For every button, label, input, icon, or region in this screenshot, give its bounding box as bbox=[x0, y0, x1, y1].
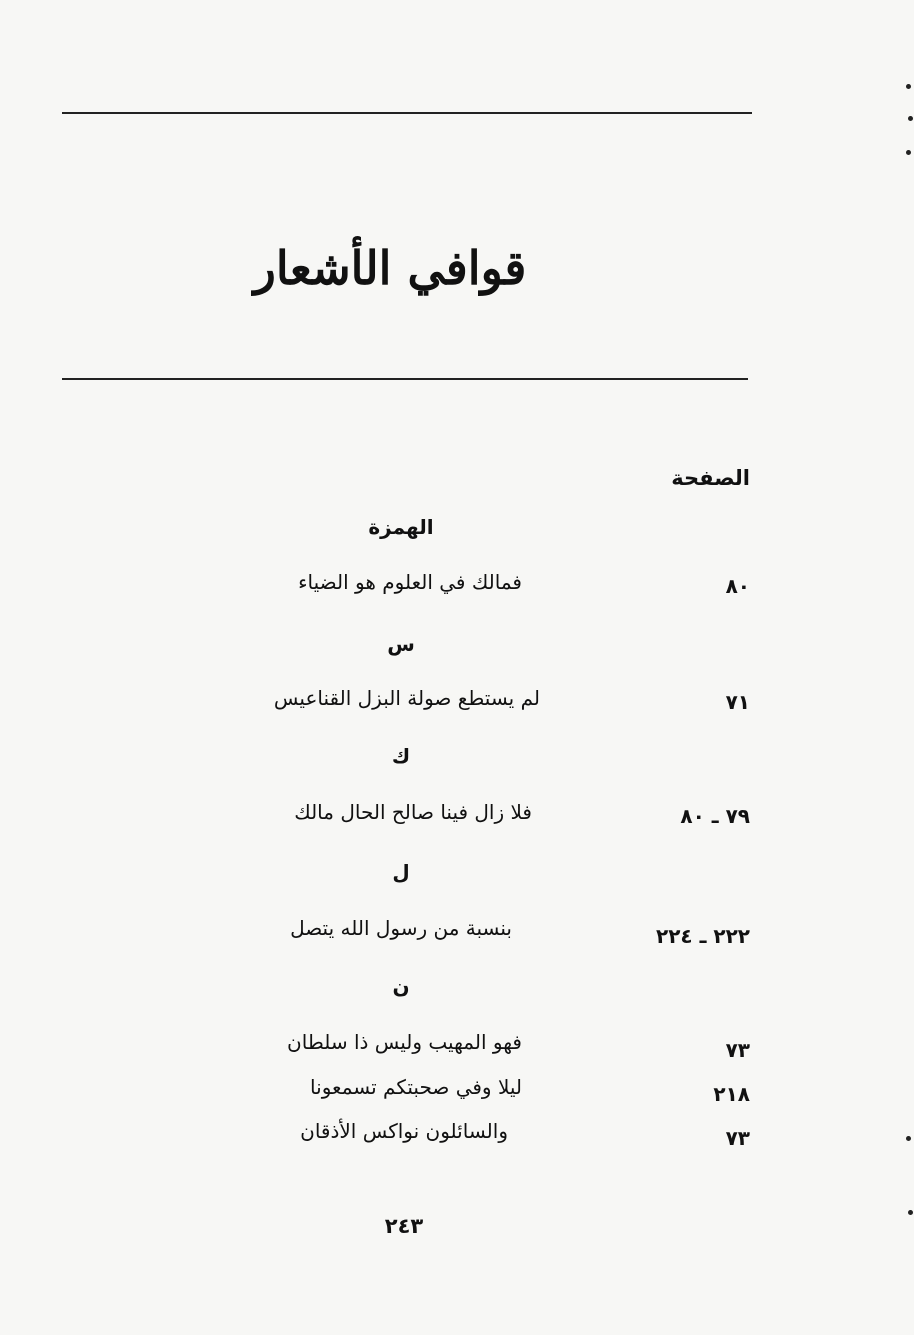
verse-entry: والسائلون نواكس الأذقان bbox=[300, 1119, 508, 1143]
verse-entry: ليلا وفي صحبتكم تسمعونا bbox=[310, 1075, 522, 1099]
page-reference: ٧٩ ـ ٨٠ bbox=[680, 804, 750, 828]
page-reference: ٧٣ bbox=[725, 1038, 750, 1062]
page-reference: ٧٣ bbox=[725, 1126, 750, 1150]
verse-entry: فلا زال فينا صالح الحال مالك bbox=[294, 800, 532, 824]
page-reference: ٧١ bbox=[725, 690, 750, 714]
page-reference: ٨٠ bbox=[725, 574, 750, 598]
scan-speck bbox=[906, 84, 911, 89]
scan-speck bbox=[908, 116, 913, 121]
top-rule bbox=[62, 112, 752, 114]
page-title: قوافي الأشعار bbox=[253, 241, 527, 295]
verse-entry: لم يستطع صولة البزل القناعيس bbox=[273, 686, 540, 710]
section-letter-noon: ن bbox=[392, 974, 410, 998]
scan-speck bbox=[906, 150, 911, 155]
page-column-header: الصفحة bbox=[671, 466, 750, 490]
section-letter-seen: س bbox=[387, 632, 415, 656]
page-reference: ٢٢٢ ـ ٢٢٤ bbox=[655, 924, 750, 948]
scan-speck bbox=[906, 1136, 911, 1141]
section-letter-kaf: ك bbox=[391, 744, 411, 768]
section-letter-hamza: الهمزة bbox=[368, 515, 434, 539]
title-rule bbox=[62, 378, 748, 380]
section-letter-lam: ل bbox=[392, 860, 410, 884]
verse-entry: فهو المهيب وليس ذا سلطان bbox=[287, 1030, 522, 1054]
page-reference: ٢١٨ bbox=[713, 1082, 750, 1106]
scan-speck bbox=[908, 1210, 913, 1215]
verse-entry: فمالك في العلوم هو الضياء bbox=[298, 570, 522, 594]
verse-entry: بنسبة من رسول الله يتصل bbox=[290, 916, 512, 940]
page-number: ٢٤٣ bbox=[384, 1214, 424, 1238]
